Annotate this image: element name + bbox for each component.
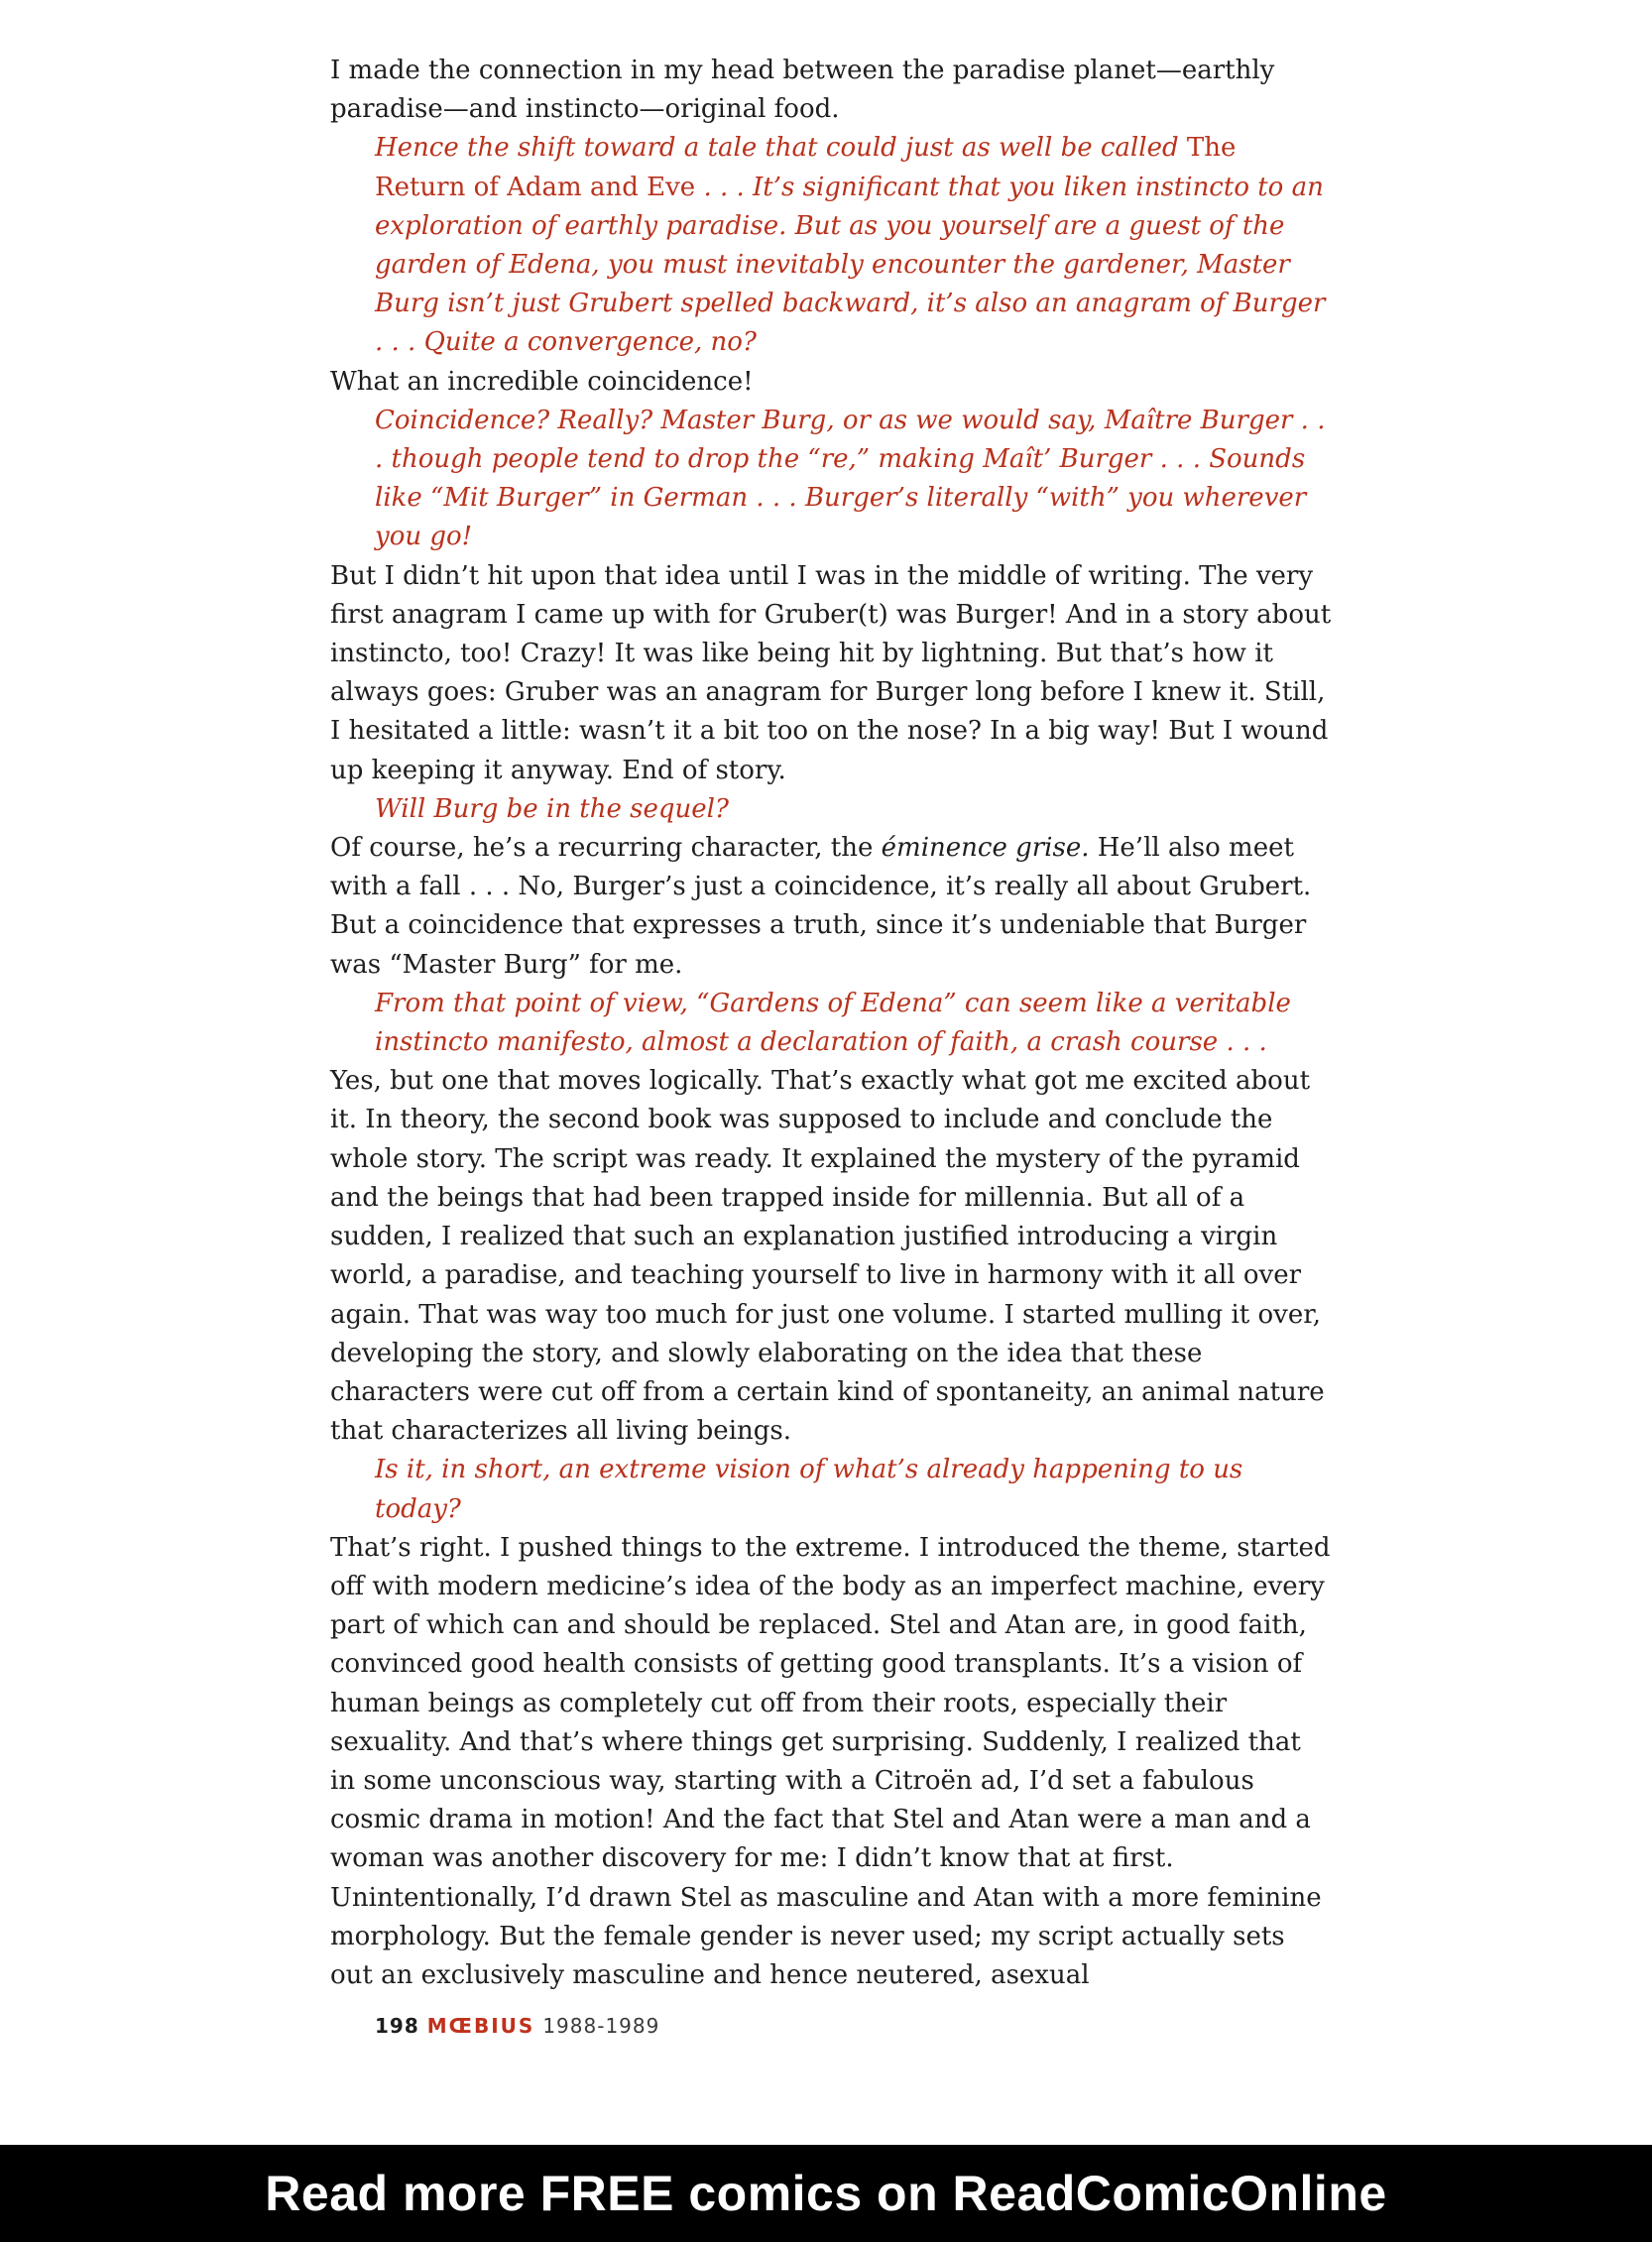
interviewee-answer [330, 829, 1332, 985]
interviewer-question [330, 1451, 1332, 1528]
text-run: I made the connection in my head between the paradise planet—earthly paradise—and instincto—original food. [330, 56, 1275, 125]
text-run: That’s right. I pushed things to the extreme. I introduced the theme, started off with modern medicine’s idea of the body as an imperfect machine, every part of which can and should be replaced. Stel and Atan are, in good faith, convinced good health consists of getting good transplants. It’s a vision of human beings as completely cut off from their roots, especially their sexuality. And that’s where things get surprising. Suddenly, I realized that in some unconscious way, starting with a Citroën ad, I’d set a fabulous cosmic drama in motion! And the fact that Stel and Atan were a man and a woman was another discovery for me: I didn’t know that at first. Unintentionally, I’d drawn Stel as masculine and Atan with a more feminine morphology. But the female gender is never used; my script actually sets out an exclusively masculine and hence neutered, asexual [330, 1532, 1331, 1990]
interviewee-answer [330, 363, 1332, 402]
interview-text [330, 52, 1332, 1995]
text-run: Yes, but one that moves logically. That’s exactly what got me excited about it. In theory, the second book was supposed to include and conclude the whole story. The script was ready. It explained the mystery of the pyramid and the beings that had been trapped inside for millennia. But all of a sudden, I realized that such an explanation justified introducing a virgin world, a paradise, and teaching yourself to live in harmony with it all over again. That was way too much for just one volume. I started mulling it over, developing the story, and slowly elaborating on the idea that these characters were cut off from a certain kind of spontaneity, an animal nature that characterizes all living beings. [330, 1066, 1325, 1447]
book-years: 1988-1989 [542, 2014, 660, 2038]
text-run: The Return of Adam and Eve [375, 133, 1237, 202]
promo-banner[interactable] [0, 2145, 1652, 2242]
interviewer-question [330, 129, 1332, 362]
text-run: What an incredible coincidence! [330, 366, 754, 397]
text-run: But I didn’t hit upon that idea until I was in the middle of writing. The very first anagram I came up with for Gruber(t) was Burger! And in a story about instincto, too! Crazy! It was like being hit by lightning. But that’s how it always goes: Gruber was an anagram for Burger long before I knew it. Still, I hesitated a little: wasn’t it a bit too on the nose? In a big way! But I wound up keeping it anyway. End of story. [330, 560, 1332, 785]
text-run: éminence grise. [881, 833, 1090, 864]
page-number: 198 [375, 2014, 419, 2038]
page-footer [375, 2014, 659, 2038]
text-run: He’ll also meet with a fall . . . No, Burger’s just a coincidence, it’s really all about Grubert. But a coincidence that expresses a truth, since it’s undeniable that Burger was “Master Burg” for me. [330, 833, 1312, 980]
text-run: Of course, he’s a recurring character, the [330, 833, 882, 864]
interviewee-answer [330, 557, 1332, 790]
interviewer-question [330, 790, 1332, 829]
interviewee-answer [330, 1529, 1332, 1995]
book-brand: MŒBIUS [426, 2014, 535, 2038]
promo-banner-text[interactable]: Read more FREE comics on ReadComicOnline [265, 2166, 1387, 2221]
interviewer-question [330, 985, 1332, 1062]
interviewee-answer [330, 52, 1332, 129]
text-run: Will Burg be in the sequel? [375, 793, 729, 824]
interviewer-question [330, 402, 1332, 557]
text-run: Is it, in short, an extreme vision of what’s already happening to us today? [375, 1455, 1243, 1524]
text-run: Coincidence? Really? Master Burg, or as we would say, Maître Burger . . . though people tend to drop the “re,” making Maît’ Burger . . . Sounds like “Mit Burger” in German . . . Burger’s literally “with” you wherever you go! [375, 405, 1326, 552]
text-run: . . . It’s significant that you liken instincto to an exploration of earthly paradise. But as you yourself are a guest of the garden of Edena, you must inevitably encounter the gardener, Master Burg isn’t just Grubert spelled backward, it’s also an anagram of Burger . . . Quite a convergence, no? [375, 172, 1326, 358]
interviewee-answer [330, 1062, 1332, 1451]
text-run: From that point of view, “Gardens of Edena” can seem like a veritable instincto manifesto, almost a declaration of faith, a crash course . . . [375, 988, 1291, 1058]
text-run: Hence the shift toward a tale that could just as well be called [375, 133, 1187, 164]
